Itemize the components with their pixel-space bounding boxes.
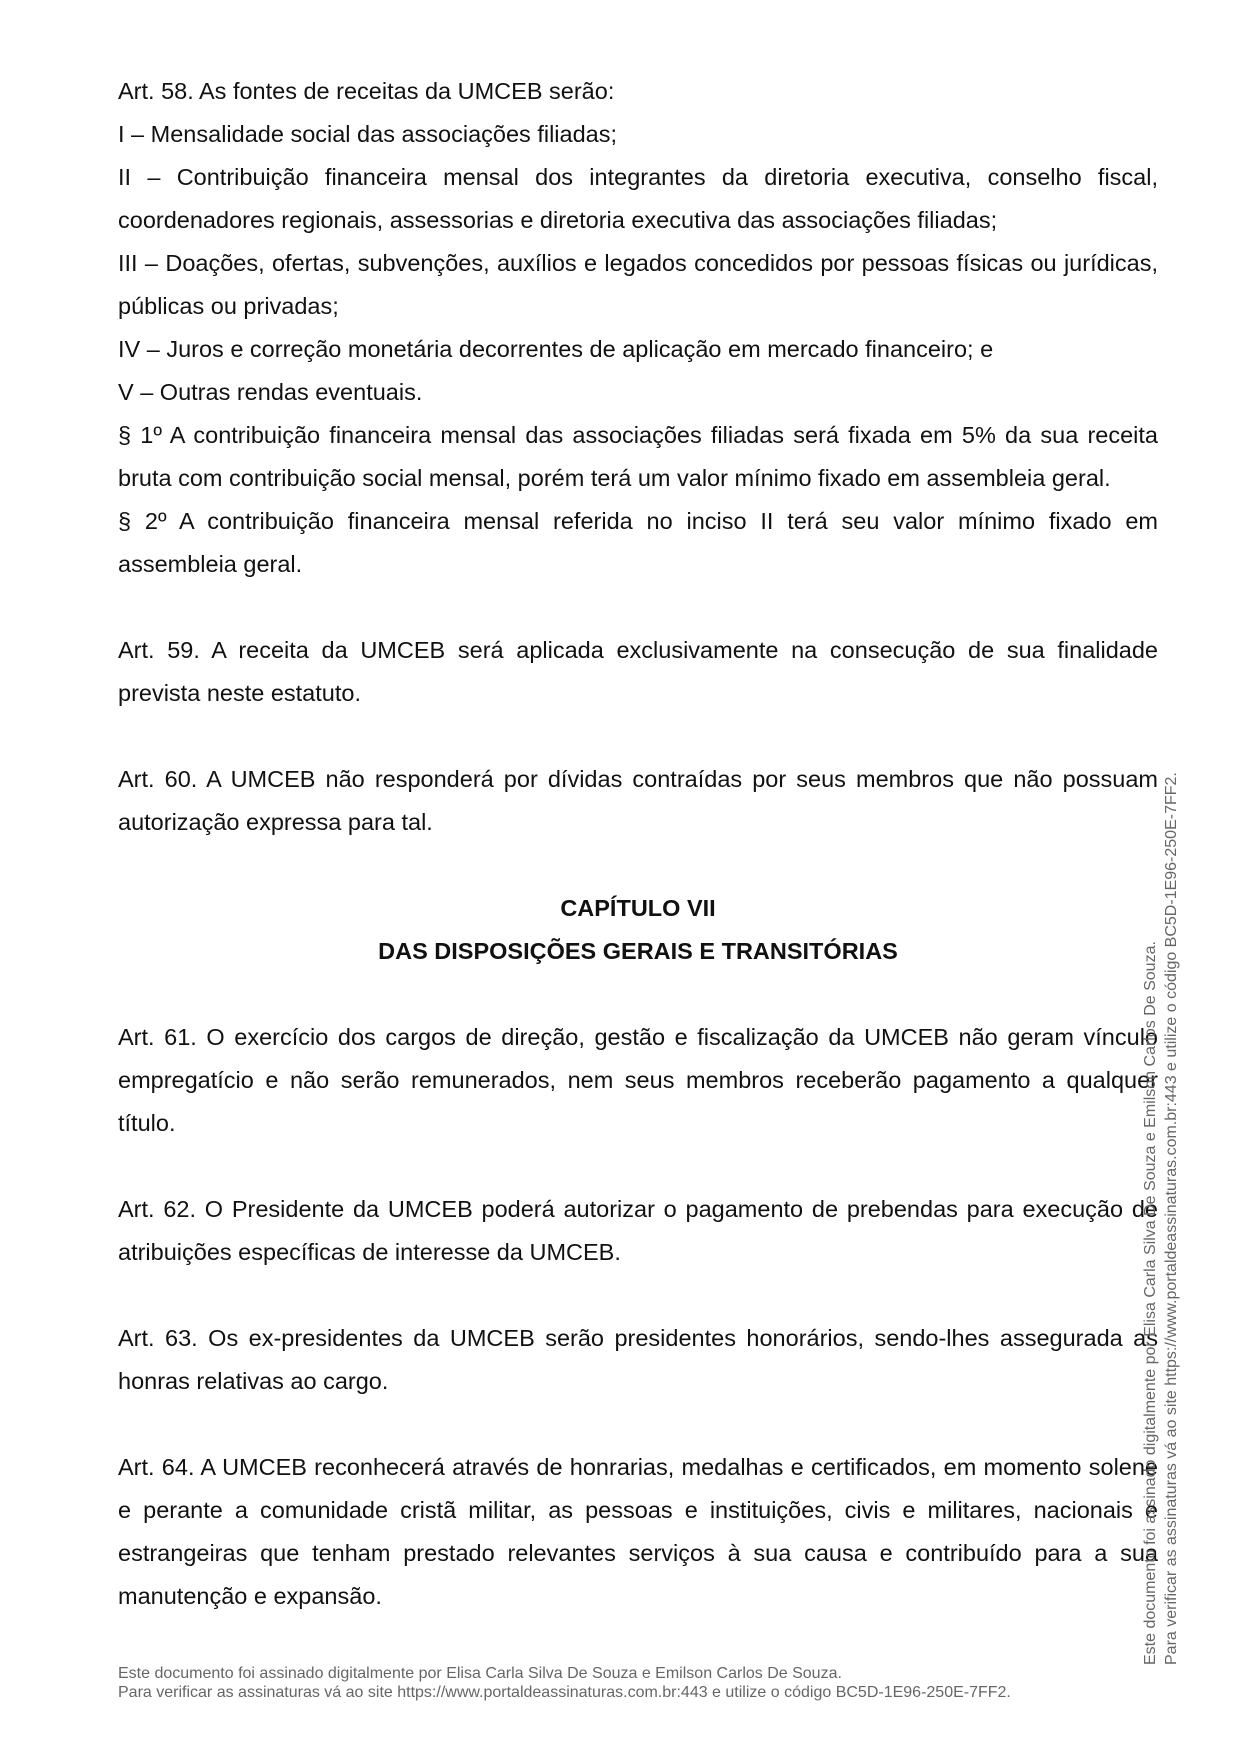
article-61: Art. 61. O exercício dos cargos de direção, gestão e fiscalização da UMCEB não geram vínculo empregatício e não serão remunerados, nem seus membros receberão pagamento a qualquer título. [118, 1024, 1158, 1136]
chapter-number: CAPÍTULO VII [560, 895, 716, 921]
document-body [118, 70, 1158, 1618]
side-stamp-line-2: Para verificar as assinaturas vá ao site https://www.portaldeassinaturas.com.br:443 e utilize o código BC5D-1E96-250E-7FF2. [1163, 772, 1180, 1665]
spacer [118, 844, 1158, 887]
article-58-item-3: III – Doações, ofertas, subvenções, auxílios e legados concedidos por pessoas físicas ou jurídicas, públicas ou privadas; [118, 250, 1158, 319]
side-signature-stamp [1140, 705, 1182, 1665]
article-58-paragraph-1: § 1º A contribuição financeira mensal das associações filiadas será fixada em 5% da sua receita bruta com contribuição social mensal, porém terá um valor mínimo fixado em assembleia geral. [118, 422, 1158, 491]
article-58-item-4: IV – Juros e correção monetária decorrentes de aplicação em mercado financeiro; e [118, 336, 994, 362]
article-59: Art. 59. A receita da UMCEB será aplicada exclusivamente na consecução de sua finalidade prevista neste estatuto. [118, 637, 1158, 706]
spacer [118, 973, 1158, 1016]
side-stamp-line-1: Este documento foi assinado digitalmente por Elisa Carla Silva De Souza e Emilson Carlos De Souza. [1142, 941, 1159, 1665]
article-58-caput: Art. 58. As fontes de receitas da UMCEB serão: [118, 78, 615, 104]
article-58-item-2: II – Contribuição financeira mensal dos integrantes da diretoria executiva, conselho fiscal, coordenadores regionais, assessorias e diretoria executiva das associações filiadas; [118, 164, 1158, 233]
article-58-paragraph-2: § 2º A contribuição financeira mensal referida no inciso II terá seu valor mínimo fixado em assembleia geral. [118, 508, 1158, 577]
spacer [118, 586, 1158, 629]
bottom-signature-stamp [118, 1664, 1118, 1702]
chapter-title: DAS DISPOSIÇÕES GERAIS E TRANSITÓRIAS [378, 938, 898, 964]
spacer [118, 715, 1158, 758]
spacer [118, 1274, 1158, 1317]
spacer [118, 1145, 1158, 1188]
article-63: Art. 63. Os ex-presidentes da UMCEB serão presidentes honorários, sendo-lhes assegurada as honras relativas ao cargo. [118, 1325, 1158, 1394]
bottom-stamp-line-1: Este documento foi assinado digitalmente por Elisa Carla Silva De Souza e Emilson Carlos De Souza. [118, 1665, 842, 1682]
article-58-item-5: V – Outras rendas eventuais. [118, 379, 423, 405]
article-60: Art. 60. A UMCEB não responderá por dívidas contraídas por seus membros que não possuam autorização expressa para tal. [118, 766, 1158, 835]
article-64: Art. 64. A UMCEB reconhecerá através de honrarias, medalhas e certificados, em momento solene e perante a comunidade cristã militar, as pessoas e instituições, civis e militares, nacionais e estrangeiras que tenham prestado relevantes serviços à sua causa e contribuído para a sua manutenção e expansão. [118, 1454, 1158, 1609]
spacer [118, 1403, 1158, 1446]
article-62: Art. 62. O Presidente da UMCEB poderá autorizar o pagamento de prebendas para execução de atribuições específicas de interesse da UMCEB. [118, 1196, 1158, 1265]
bottom-stamp-line-2: Para verificar as assinaturas vá ao site https://www.portaldeassinaturas.com.br:443 e utilize o código BC5D-1E96-250E-7FF2. [118, 1684, 1011, 1701]
article-58-item-1: I – Mensalidade social das associações filiadas; [118, 121, 617, 147]
